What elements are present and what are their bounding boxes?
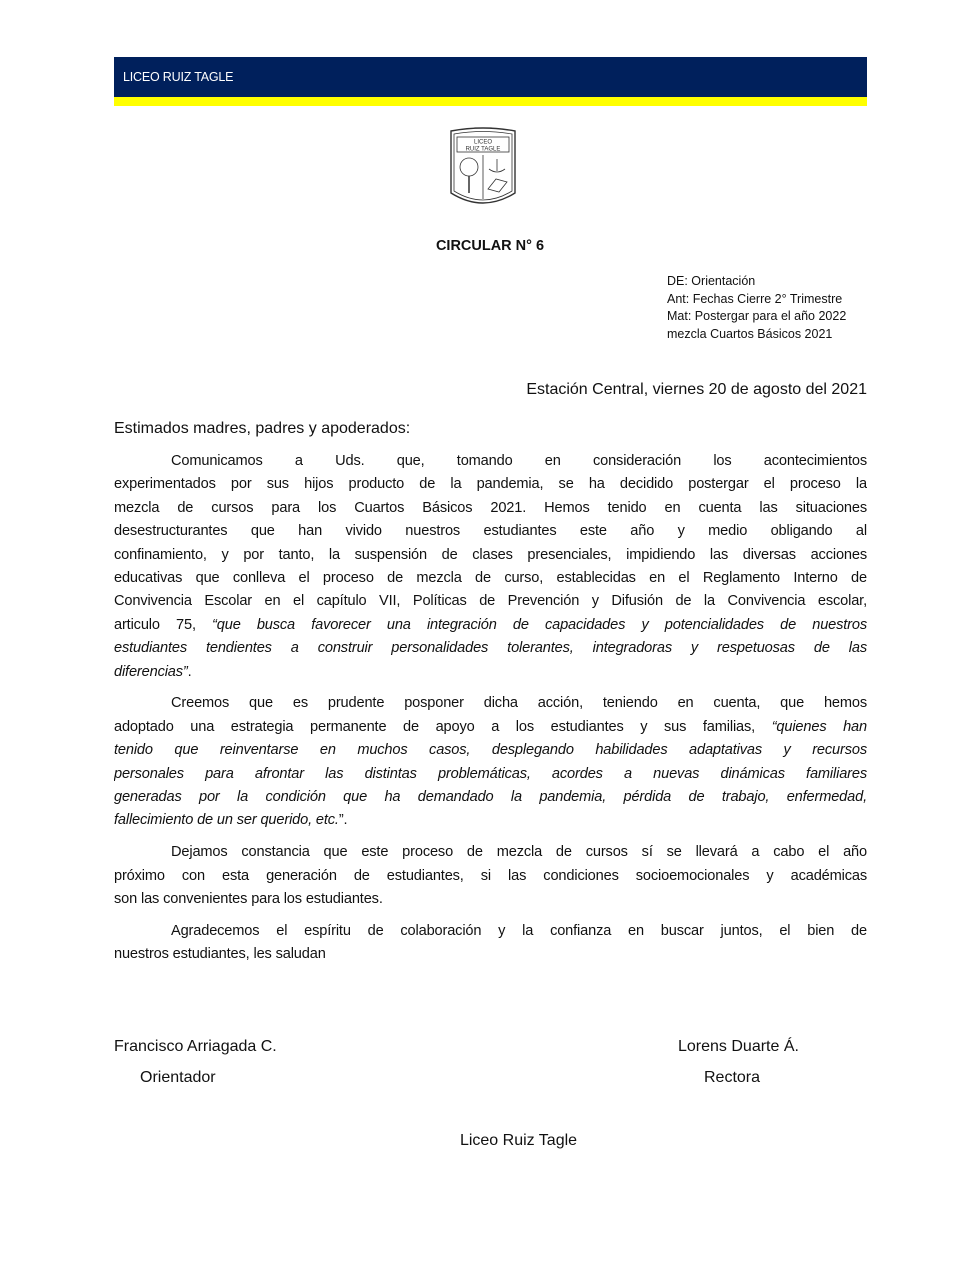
quoted-text: tenido que reinventarse en muchos casos, desplegando habilidades adaptativas y recursos: [114, 742, 867, 759]
signature-right-role: Rectora: [704, 1069, 761, 1086]
paragraph-line: [114, 841, 867, 864]
meta-subject-cont: mezcla Cuartos Básicos 2021: [667, 326, 833, 341]
paragraph-line: [114, 497, 867, 520]
paragraph-line: [114, 786, 867, 809]
quoted-text: diferencias”: [114, 663, 188, 680]
paragraph-line: [114, 590, 867, 613]
header-stripe: [114, 97, 867, 106]
line-text: Creemos que es prudente posponer dicha acción, teniendo en cuenta, que hemos: [171, 695, 867, 712]
paragraph: [114, 920, 867, 967]
line-text: articulo 75,: [114, 616, 213, 633]
paragraph-line: [114, 739, 867, 762]
line-text: desestructurantes que han vivido nuestros estudiantes este año y medio obligando al: [114, 523, 867, 540]
memo-metadata: [667, 273, 846, 343]
line-text: próximo con esta generación de estudiantes, si las condiciones socioemocionales y académicas: [114, 867, 867, 884]
paragraph-line: [114, 865, 867, 888]
paragraph-line: [114, 888, 867, 911]
paragraph-line: [114, 692, 867, 715]
signature-left-name: Francisco Arriagada C.: [114, 1038, 277, 1055]
document-title: CIRCULAR N° 6: [435, 238, 545, 254]
header-bar: [114, 57, 867, 97]
quoted-text: “quienes han: [771, 718, 867, 735]
paragraph-line: [114, 473, 867, 496]
paragraph-line: [114, 716, 867, 739]
line-text: Agradecemos el espíritu de colaboración y la confianza en buscar juntos, el bien de: [171, 922, 867, 939]
school-crest-logo: [447, 127, 519, 209]
line-text: Convivencia Escolar en el capítulo VII, Políticas de Prevención y Difusión de la Convivencia escolar,: [114, 593, 867, 610]
line-text: mezcla de cursos para los Cuartos Básicos 2021. Hemos tenido en cuenta las situaciones: [114, 499, 867, 516]
meta-subject: Mat: Postergar para el año 2022: [667, 309, 847, 323]
line-text: .: [187, 663, 192, 680]
paragraph-line: [114, 809, 867, 832]
line-text: adoptado una estrategia permanente de apoyo a los estudiantes y sus familias,: [114, 718, 772, 735]
paragraph-line: [114, 567, 867, 590]
line-text: son las convenientes para los estudiantes.: [114, 891, 383, 908]
letter-body: [114, 450, 867, 975]
line-text: ”.: [338, 812, 348, 829]
paragraph-line: [114, 637, 867, 660]
paragraph-line: [114, 544, 867, 567]
signature-left-role: Orientador: [140, 1069, 216, 1086]
line-text: confinamiento, y por tanto, la suspensión de clases presenciales, impidiendo las diversas acciones: [114, 546, 867, 563]
quoted-text: “que busca favorecer una integración de capacidades y potencialidades de nuestros: [212, 616, 867, 633]
meta-from: DE: Orientación: [667, 274, 756, 288]
quoted-text: personales para afrontar las distintas problemáticas, acordes a nuevas dinámicas familiares: [114, 765, 867, 782]
paragraph-line: [114, 943, 867, 966]
logo-text-1: LICEO: [473, 139, 493, 146]
greeting: Estimados madres, padres y apoderados:: [114, 420, 411, 437]
paragraph-line: [114, 661, 867, 684]
paragraph: [114, 692, 867, 832]
quoted-text: fallecimiento de un ser querido, etc.: [114, 812, 339, 829]
footer-school-name: Liceo Ruiz Tagle: [459, 1132, 578, 1149]
paragraph: [114, 450, 867, 684]
paragraph-line: [114, 520, 867, 543]
line-text: nuestros estudiantes, les saludan: [114, 946, 326, 963]
line-text: educativas que conlleva el proceso de mezcla de curso, establecidas en el Reglamento Interno de: [114, 569, 867, 586]
paragraph-line: [114, 763, 867, 786]
quoted-text: estudiantes tendientes a construir personalidades tolerantes, integradoras y respetuosas de las: [114, 640, 867, 657]
signature-right-name: Lorens Duarte Á.: [678, 1038, 799, 1055]
date-line: Estación Central, viernes 20 de agosto del 2021: [526, 381, 867, 398]
paragraph: [114, 841, 867, 911]
line-text: Dejamos constancia que este proceso de mezcla de cursos sí se llevará a cabo el año: [171, 844, 867, 861]
meta-ant: Ant: Fechas Cierre 2° Trimestre: [667, 291, 843, 306]
paragraph-line: [114, 920, 867, 943]
line-text: experimentados por sus hijos producto de la pandemia, se ha decidido postergar el proceso la: [114, 476, 867, 493]
paragraph-line: [114, 614, 867, 637]
line-text: Comunicamos a Uds. que, tomando en consideración los acontecimientos: [171, 453, 867, 469]
paragraph-line: [114, 450, 867, 473]
logo-text-2: RUIZ TAGLE: [465, 146, 501, 153]
quoted-text: generadas por la condición que ha demandado la pandemia, pérdida de trabajo, enfermedad,: [114, 788, 867, 805]
header-title: LICEO RUIZ TAGLE: [123, 70, 234, 84]
